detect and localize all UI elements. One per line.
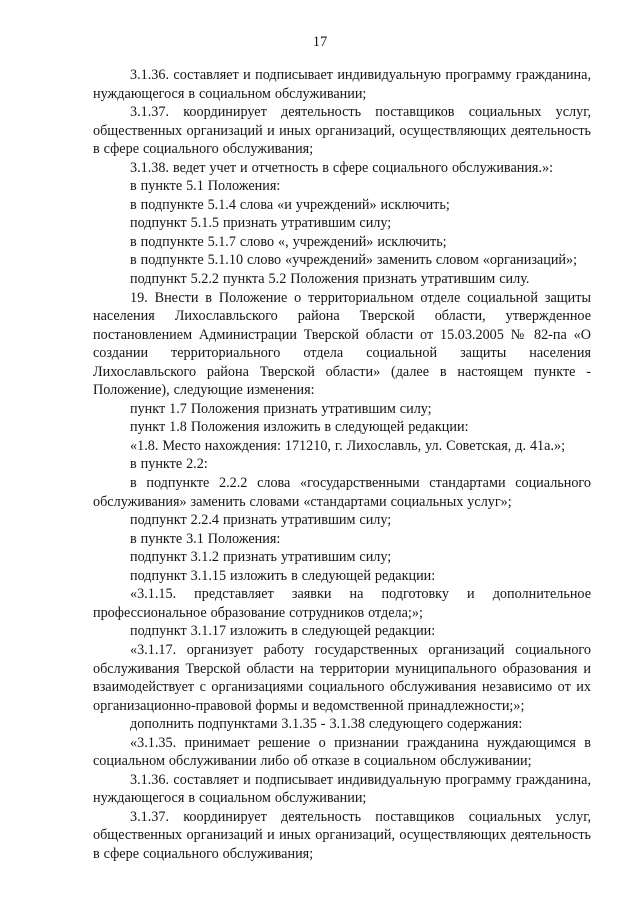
paragraph: 3.1.38. ведет учет и отчетность в сфере социального обслуживания.»: xyxy=(130,159,554,176)
paragraph: подпункт 5.1.5 признать утратившим силу; xyxy=(130,215,392,232)
paragraph: 3.1.36. составляет и подписывает индивидуальную программу гражданина, нуждающегося в социальном обслуживании; xyxy=(93,771,591,807)
paragraph: подпункт 2.2.4 признать утратившим силу; xyxy=(130,512,392,529)
page-number: 17 xyxy=(312,34,328,50)
paragraph: «3.1.15. представляет заявки на подготовку и дополнительное профессиональное образование сотрудников отдела;»; xyxy=(93,586,591,621)
paragraph: «1.8. Место нахождения: 171210, г. Лихославль, ул. Советская, д. 41а.»; xyxy=(130,437,566,454)
paragraph: 3.1.37. координирует деятельность поставщиков социальных услуг, общественных организаций и иных организаций, осуществляющих деятельность в сфере социального обслуживания; xyxy=(93,808,591,862)
paragraph: в пункте 5.1 Положения: xyxy=(130,178,281,195)
paragraph: пункт 1.8 Положения изложить в следующей редакции: xyxy=(130,419,469,436)
paragraph: «3.1.17. организует работу государственных организаций социального обслуживания Тверской области на территории муниципального образования и взаимодействует с организациями социального обслуживания независимо от их организационно-правовой формы и ведомственной принадлежности;»; xyxy=(93,641,591,714)
paragraph: подпункт 3.1.15 изложить в следующей редакции: xyxy=(130,567,436,584)
paragraph: подпункт 3.1.2 признать утратившим силу; xyxy=(130,549,392,566)
paragraph: пункт 1.7 Положения признать утратившим силу; xyxy=(130,400,432,417)
paragraph: 3.1.36. составляет и подписывает индивидуальную программу гражданина, нуждающегося в социальном обслуживании; xyxy=(93,67,591,102)
paragraph: в подпункте 5.1.4 слова «и учреждений» исключить; xyxy=(130,196,450,213)
paragraph: подпункт 5.2.2 пункта 5.2 Положения признать утратившим силу. xyxy=(130,271,530,288)
paragraph: в подпункте 5.1.7 слово «, учреждений» исключить; xyxy=(130,233,447,250)
paragraph: «3.1.35. принимает решение о признании гражданина нуждающимся в социальном обслуживании либо об отказе в социальном обслуживании; xyxy=(93,734,591,770)
paragraph: в пункте 3.1 Положения: xyxy=(130,530,281,547)
paragraph: 3.1.37. координирует деятельность поставщиков социальных услуг, общественных организаций и иных организаций, осуществляющих деятельность в сфере социального обслуживания; xyxy=(93,104,591,158)
paragraph: дополнить подпунктами 3.1.35 - 3.1.38 следующего содержания: xyxy=(130,716,523,733)
paragraph: подпункт 3.1.17 изложить в следующей редакции: xyxy=(130,623,436,640)
paragraph: в пункте 2.2: xyxy=(130,456,208,473)
paragraph: в подпункте 2.2.2 слова «государственными стандартами социального обслуживания» заменить словами «стандартами социальных услуг»; xyxy=(93,475,591,510)
paragraph: в подпункте 5.1.10 слово «учреждений» заменить словом «организаций»; xyxy=(130,252,578,269)
paragraph: 19. Внести в Положение о территориальном отделе социальной защиты населения Лихославльского района Тверской области, утвержденное постановлением Администрации Тверской области от 15.03.2005 № 82-па «О создании территориального отдела социальной защиты населения Лихославльского района Тверской области» (далее в настоящем пункте - Положение), следующие изменения: xyxy=(93,289,591,399)
document-body xyxy=(93,66,591,864)
